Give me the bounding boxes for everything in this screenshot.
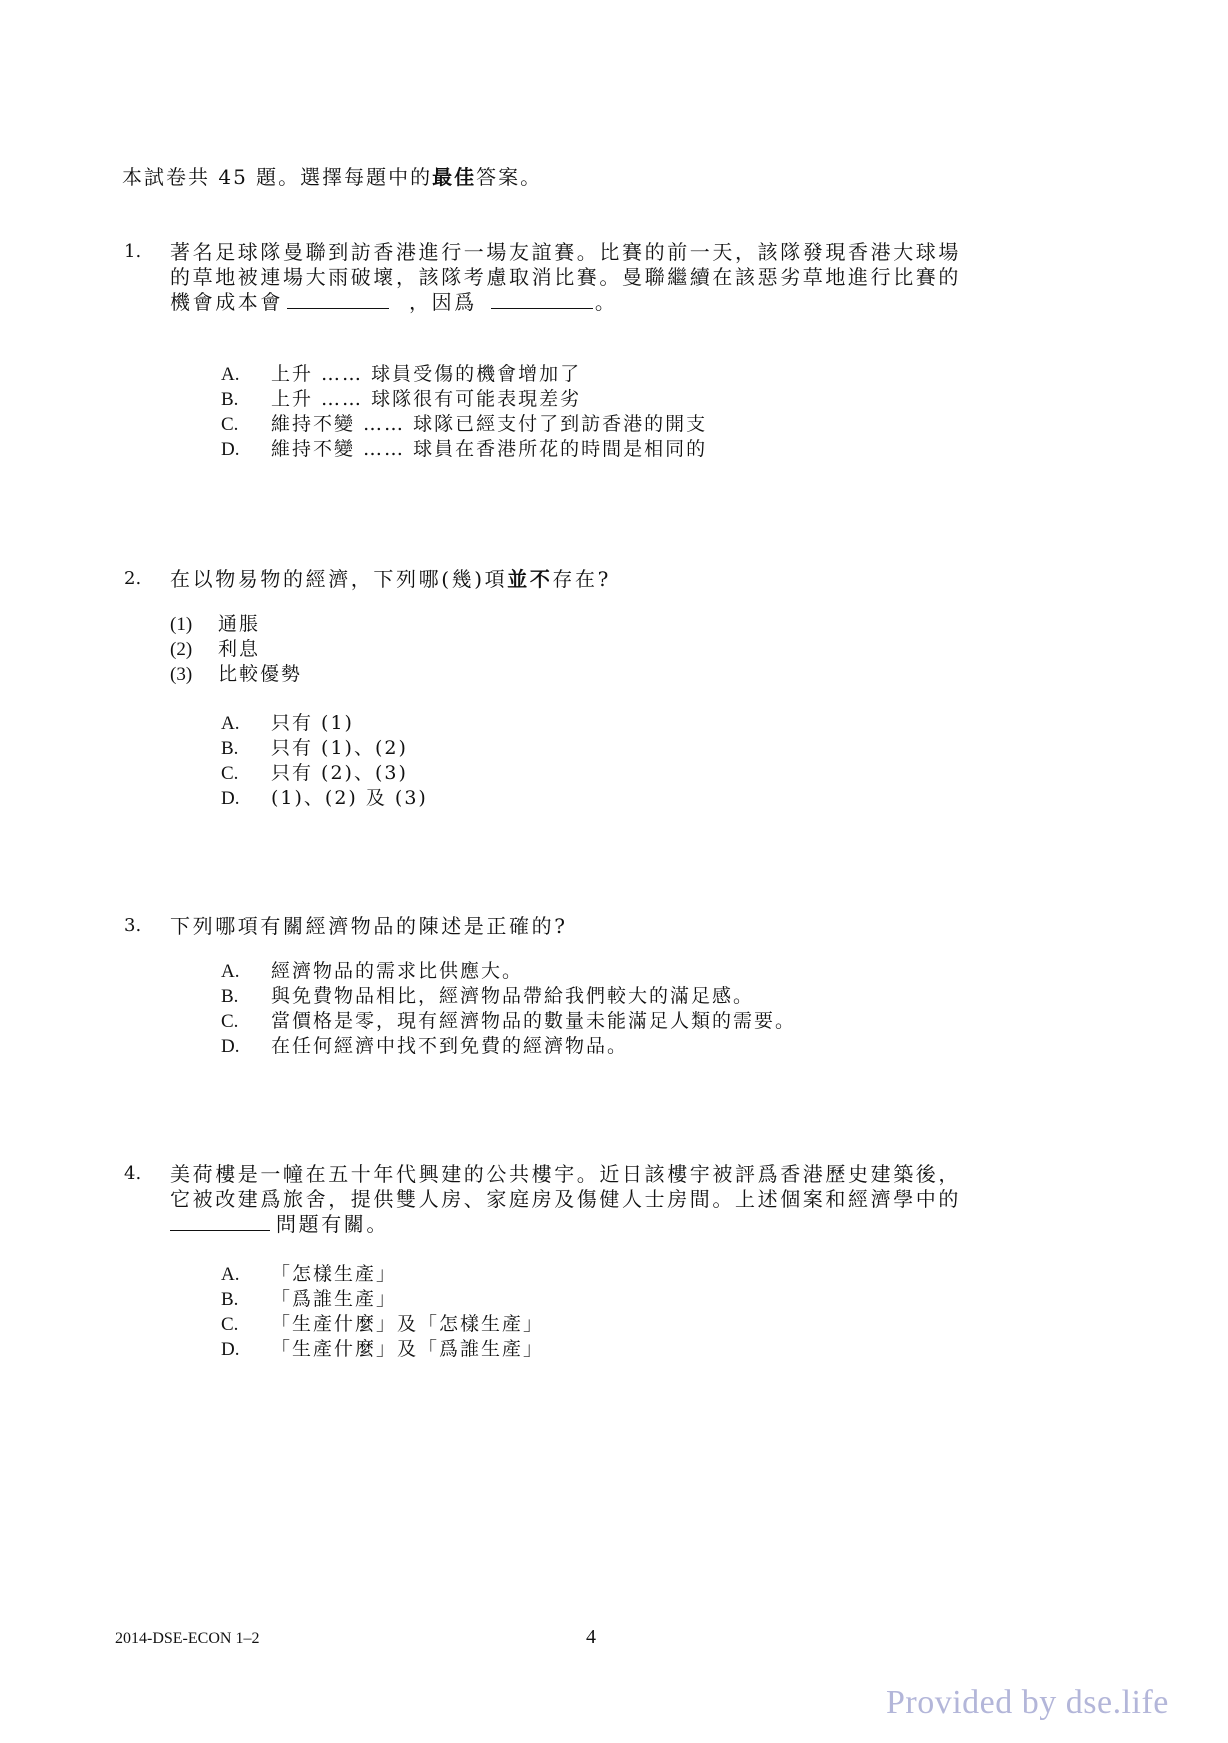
question-stem-line: 著名足球隊曼聯到訪香港進行一場友誼賽。比賽的前一天，該隊發現香港大球場 [170, 240, 961, 264]
option-d[interactable]: D. 維持不變 …… 球員在香港所花的時間是相同的 [221, 438, 708, 460]
question-stem-line: 問題有關。 [170, 1211, 389, 1238]
instructions-emphasis: 最佳 [432, 165, 477, 189]
option-b[interactable]: B. 「爲誰生產」 [221, 1288, 398, 1310]
option-a[interactable]: A. 只有 (1) [221, 712, 354, 734]
answer-blank [287, 290, 389, 309]
question-number: 4. [124, 1163, 142, 1184]
question-stem-line: 的草地被連場大雨破壞，該隊考慮取消比賽。曼聯繼續在該惡劣草地進行比賽的 [170, 265, 961, 289]
option-b[interactable]: B. 與免費物品相比，經濟物品帶給我們較大的滿足感。 [221, 985, 755, 1007]
question-stem-line: 美荷樓是一幢在五十年代興建的公共樓宇。近日該樓宇被評爲香港歷史建築後， [170, 1162, 961, 1186]
option-d[interactable]: D. 「生產什麼」及「爲誰生產」 [221, 1338, 545, 1360]
question-number: 3. [124, 915, 142, 936]
watermark: Provided by dse.life [886, 1684, 1169, 1721]
question-number: 1. [124, 241, 142, 262]
option-b[interactable]: B. 上升 …… 球隊很有可能表現差劣 [221, 388, 582, 410]
answer-blank [491, 290, 593, 309]
option-b[interactable]: B. 只有 (1)、(2) [221, 737, 408, 759]
page-number: 4 [586, 1626, 596, 1648]
statement-3: (3) 比較優勢 [170, 663, 303, 685]
option-d[interactable]: D. 在任何經濟中找不到免費的經濟物品。 [221, 1035, 629, 1057]
statement-1: (1) 通脹 [170, 613, 261, 635]
question-stem: 下列哪項有關經濟物品的陳述是正確的? [170, 914, 568, 938]
statement-2: (2) 利息 [170, 638, 261, 660]
question-stem-line: 它被改建爲旅舍，提供雙人房、家庭房及傷健人士房間。上述個案和經濟學中的 [170, 1187, 961, 1211]
paper-code: 2014-DSE-ECON 1–2 [115, 1630, 260, 1647]
question-stem-line: 機會成本會 ，因爲 。 [170, 290, 618, 314]
question-number: 2. [124, 568, 142, 589]
stem-emphasis: 並不 [507, 567, 553, 591]
option-a[interactable]: A. 「怎樣生產」 [221, 1263, 398, 1285]
option-a[interactable]: A. 上升 …… 球員受傷的機會增加了 [221, 363, 582, 385]
option-c[interactable]: C. 維持不變 …… 球隊已經支付了到訪香港的開支 [221, 413, 708, 435]
option-c[interactable]: C. 只有 (2)、(3) [221, 762, 408, 784]
option-a[interactable]: A. 經濟物品的需求比供應大。 [221, 960, 524, 982]
question-stem: 在以物易物的經濟，下列哪(幾)項並不存在? [170, 567, 611, 591]
option-d[interactable]: D. (1)、(2) 及 (3) [221, 787, 428, 809]
option-c[interactable]: C. 當價格是零，現有經濟物品的數量未能滿足人類的需要。 [221, 1010, 797, 1032]
option-c[interactable]: C. 「生產什麼」及「怎樣生產」 [221, 1313, 545, 1335]
answer-blank [170, 1212, 270, 1231]
instructions: 本試卷共 45 題。選擇每題中的最佳答案。 [122, 165, 543, 189]
